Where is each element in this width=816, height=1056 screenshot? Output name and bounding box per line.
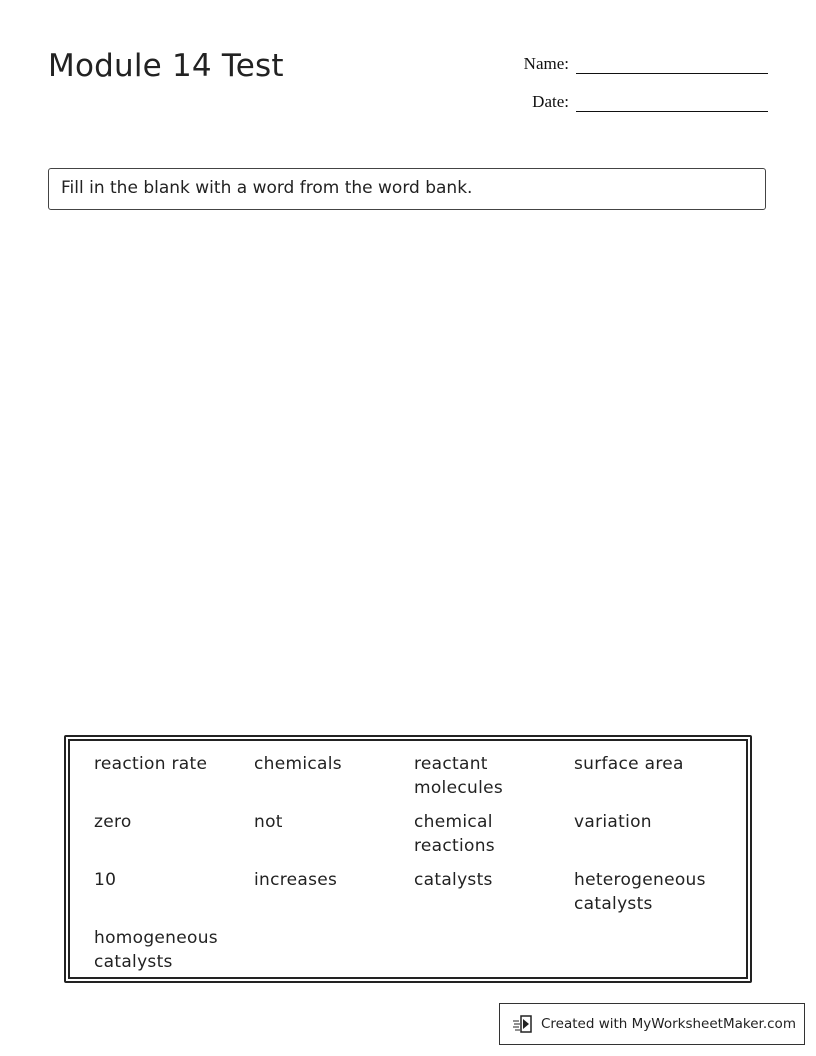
name-field <box>524 53 768 74</box>
instructions-box: Fill in the blank with a word from the word bank. <box>48 168 766 210</box>
word-bank-item: chemicals <box>254 754 342 774</box>
worksheet-maker-logo-icon <box>512 1013 534 1035</box>
word-bank-item: zero <box>94 812 132 832</box>
word-bank-item: chemical reactions <box>414 812 495 856</box>
word-bank <box>64 735 752 983</box>
word-bank-item: not <box>254 812 283 832</box>
word-bank-item: reactant molecules <box>414 754 504 798</box>
word-bank-item: heterogeneous catalysts <box>574 870 706 914</box>
word-bank-item: catalysts <box>414 870 493 890</box>
word-bank-grid <box>68 739 748 979</box>
name-blank-line <box>576 53 768 74</box>
word-bank-item: surface area <box>574 754 684 774</box>
page-title: Module 14 Test <box>48 48 284 84</box>
date-label: Date: <box>532 92 569 111</box>
footer-credit[interactable] <box>499 1003 805 1045</box>
date-field <box>532 91 768 112</box>
date-blank-line <box>576 91 768 112</box>
word-bank-item: reaction rate <box>94 754 208 774</box>
name-label: Name: <box>523 54 569 73</box>
word-bank-item: variation <box>574 812 652 832</box>
word-bank-item: homogeneous catalysts <box>94 928 218 972</box>
word-bank-item: 10 <box>94 870 117 890</box>
footer-text: Created with MyWorksheetMaker.com <box>541 1016 796 1032</box>
word-bank-item: increases <box>254 870 338 890</box>
